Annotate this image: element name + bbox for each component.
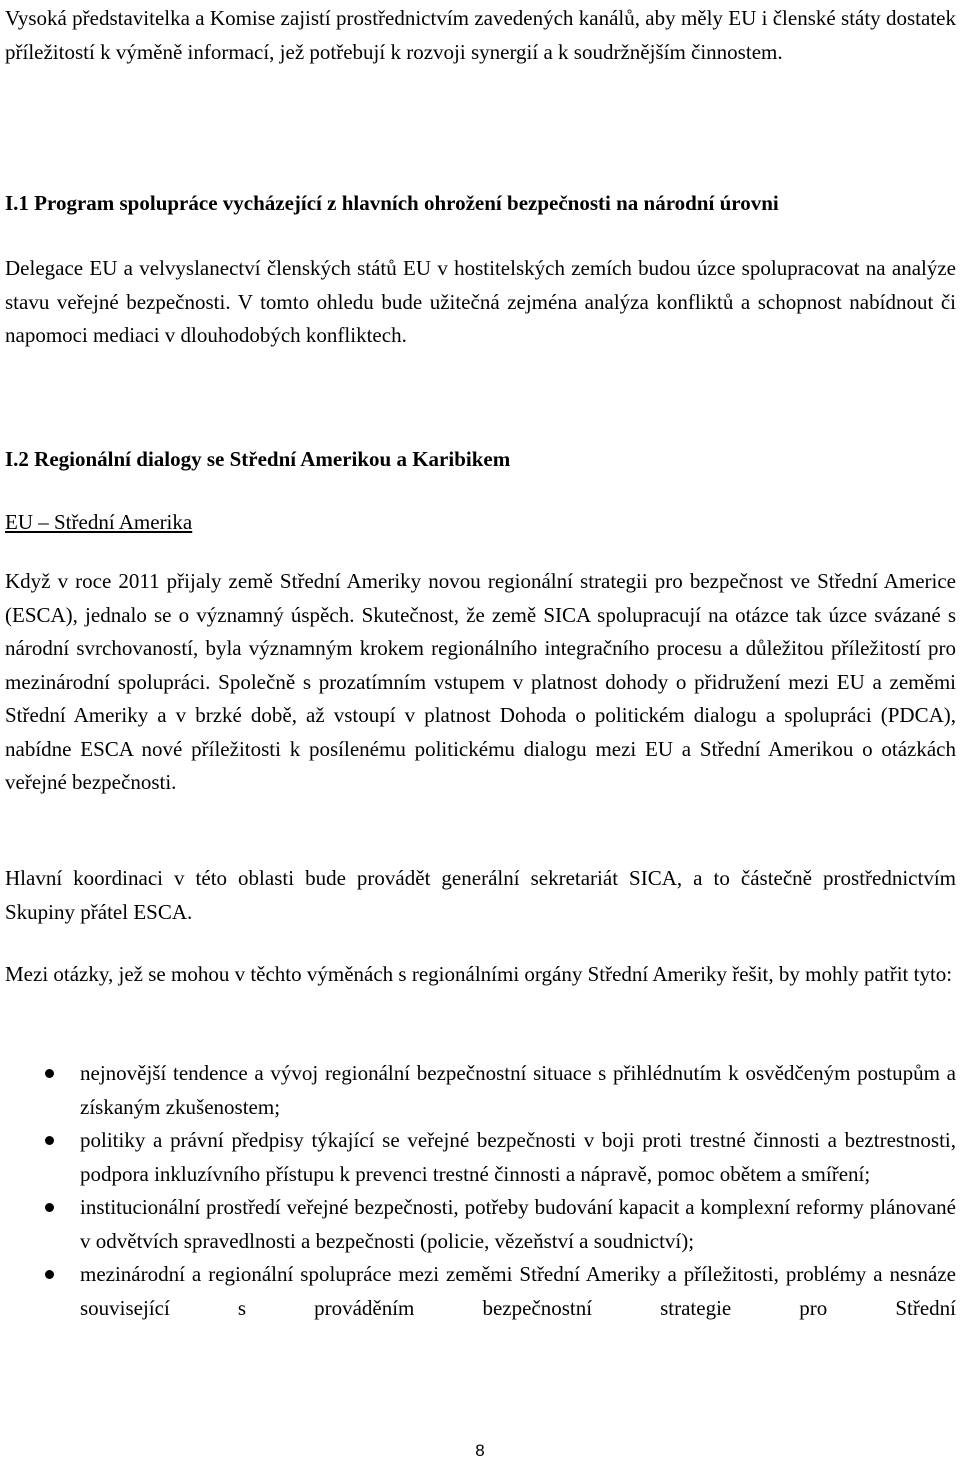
bullet-dot-icon	[45, 1270, 54, 1279]
list-item	[5, 1191, 956, 1258]
section-2-heading: I.2 Regionální dialogy se Střední Amerikou a Karibikem	[5, 447, 511, 471]
list-item	[5, 1258, 956, 1325]
list-item	[5, 1124, 956, 1191]
section-2-subheading: EU – Střední Amerika	[5, 510, 193, 534]
intro-paragraph: Vysoká představitelka a Komise zajistí prostřednictvím zavedených kanálů, aby měly EU i členské státy dostatek příležitostí k výměně informací, jež potřebují k rozvoji synergií a k soudržnějším činnostem.	[5, 6, 956, 64]
questions-paragraph: Mezi otázky, jež se mohou v těchto výměnách s regionálními orgány Střední Ameriky řešit, by mohly patřit tyto:	[5, 962, 953, 986]
coordination-paragraph: Hlavní koordinaci v této oblasti bude provádět generální sekretariát SICA, a to částečně prostřednictvím Skupiny přátel ESCA.	[5, 866, 956, 924]
list-item-text: politiky a právní předpisy týkající se veřejné bezpečnosti v boji proti trestné činnosti a beztrestnosti, podpora inkluzívního přístupu k prevenci trestné činnosti a nápravě, pomoc obětem a smíření;	[80, 1128, 956, 1186]
list-item-text: mezinárodní a regionální spolupráce mezi zeměmi Střední Ameriky a příležitosti, problémy a nesnáze související s prováděním bezpečnostní strategie pro Střední	[80, 1262, 956, 1320]
bullet-dot-icon	[45, 1136, 54, 1145]
topics-bullet-list	[5, 1057, 956, 1325]
list-item-text: nejnovější tendence a vývoj regionální bezpečnostní situace s přihlédnutím k osvědčeným postupům a získaným zkušenostem;	[80, 1061, 956, 1119]
page-number: 8	[475, 1441, 485, 1460]
list-item-text: institucionální prostředí veřejné bezpečnosti, potřeby budování kapacit a komplexní reformy plánované v odvětvích spravedlnosti a bezpečnosti (policie, vězeňství a soudnictví);	[80, 1195, 956, 1253]
bullet-dot-icon	[45, 1069, 54, 1078]
esca-paragraph: Když v roce 2011 přijaly země Střední Ameriky novou regionální strategii pro bezpečnost ve Střední Americe (ESCA), jednalo se o významný úspěch. Skutečnost, že země SICA spolupracují na otázce tak úzce svázané s národní svrchovaností, byla významným krokem regionálního integračního procesu a důležitou příležitostí pro mezinárodní spolupráci. Společně s prozatímním vstupem v platnost dohody o přidružení mezi EU a zeměmi Střední Ameriky a v brzké době, až vstoupí v platnost Dohoda o politickém dialogu a spolupráci (PDCA), nabídne ESCA nové příležitosti k posílenému politickému dialogu mezi EU a Střední Amerikou o otázkách veřejné bezpečnosti.	[5, 569, 956, 794]
section-1-paragraph: Delegace EU a velvyslanectví členských států EU v hostitelských zemích budou úzce spolupracovat na analýze stavu veřejné bezpečnosti. V tomto ohledu bude užitečná zejména analýza konfliktů a schopnost nabídnout či napomoci mediaci v dlouhodobých konfliktech.	[5, 256, 956, 347]
bullet-dot-icon	[45, 1203, 54, 1212]
section-1-heading: I.1 Program spolupráce vycházející z hlavních ohrožení bezpečnosti na národní úrovni	[5, 191, 779, 215]
list-item	[5, 1057, 956, 1124]
